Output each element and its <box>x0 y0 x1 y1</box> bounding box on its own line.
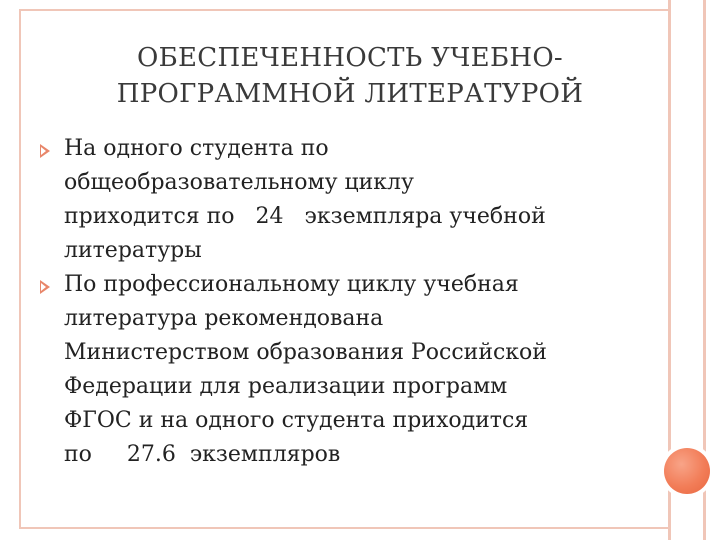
arrow-bullet-icon <box>40 280 50 294</box>
bullet-2-line-2: литература рекомендована <box>64 306 384 331</box>
decorative-circle-icon <box>664 448 710 494</box>
bullet-list <box>38 132 638 472</box>
bullet-2-line-5: ФГОС и на одного студента приходится <box>64 408 529 433</box>
bullet-2-line-1: По профессиональному циклу учебная <box>64 272 519 297</box>
bullet-1-line-4: литературы <box>64 238 202 263</box>
arrow-bullet-icon <box>40 144 50 158</box>
bullet-1-line-2: общеобразовательному циклу <box>64 170 414 195</box>
bullet-1-line-3: приходится по 24 экземпляра учебной <box>64 204 546 229</box>
bullet-1-line-1: На одного студента по <box>64 136 329 161</box>
bullet-2-line-4: Федерации для реализации программ <box>64 374 508 399</box>
bullet-2-line-3: Министерством образования Российской <box>64 340 547 365</box>
bullet-item-2 <box>38 268 638 472</box>
slide-title-line-2: ПРОГРАММНОЙ ЛИТЕРАТУРОЙ <box>116 79 584 109</box>
bullet-item-1 <box>38 132 638 268</box>
bullet-2-line-6: по 27.6 экземпляров <box>64 442 341 467</box>
slide-title <box>40 40 660 112</box>
slide-title-line-1: ОБЕСПЕЧЕННОСТЬ УЧЕБНО- <box>136 43 564 73</box>
